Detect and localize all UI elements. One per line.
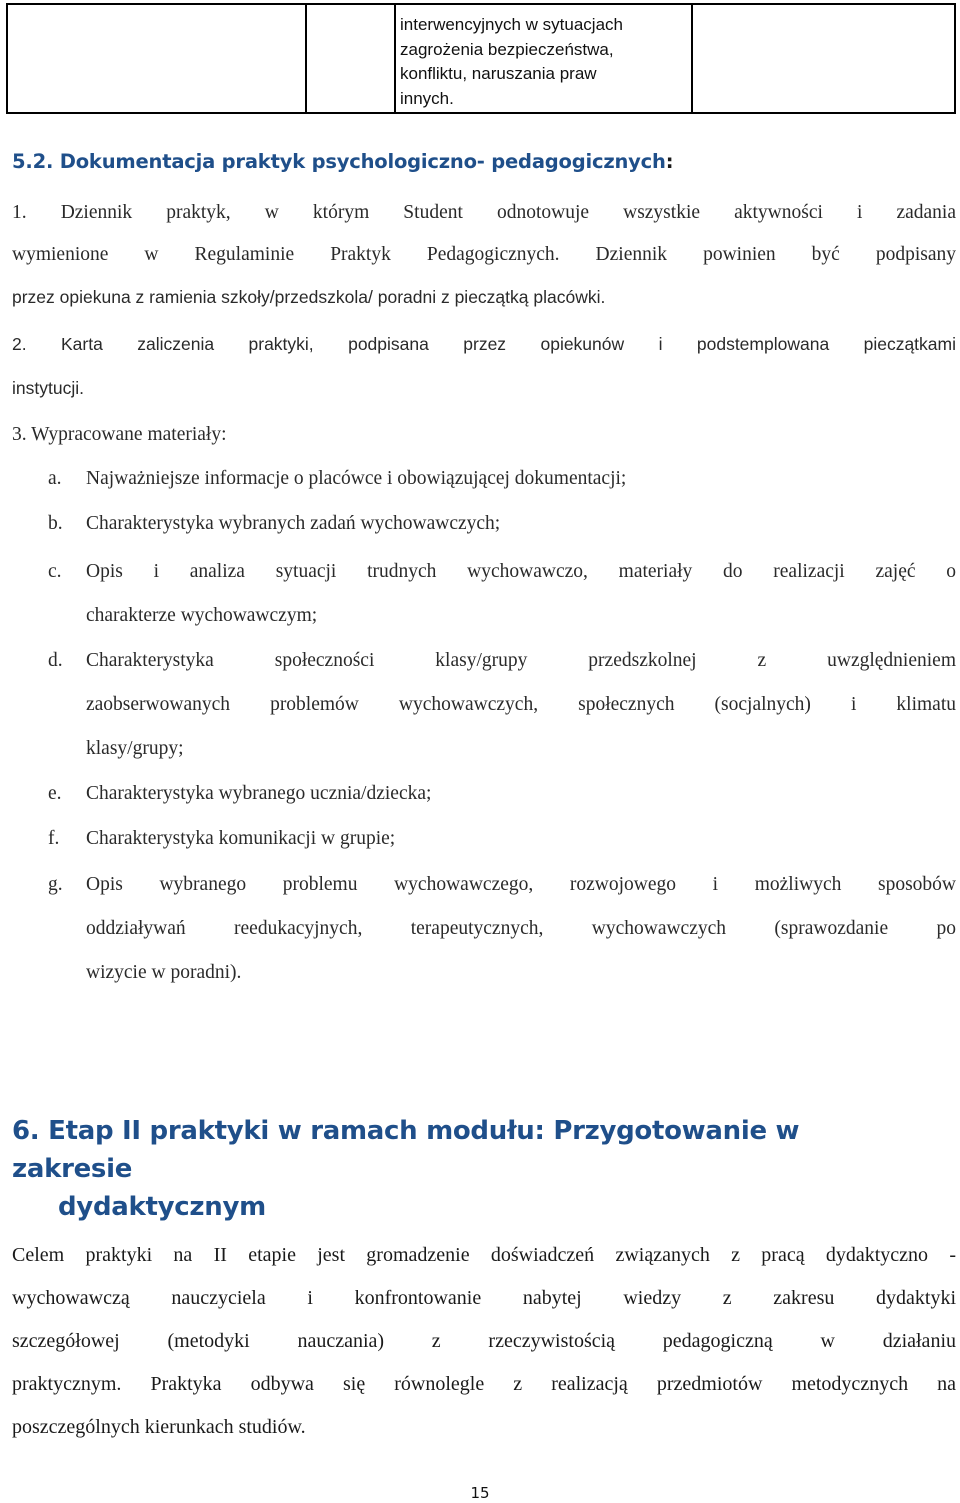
cell-line: konfliktu, naruszania praw [400, 64, 597, 83]
paragraph-line: 1. Dziennik praktyk, w którym Student odnotowuje wszystkie aktywności i zadania [12, 202, 956, 223]
paragraph-line: wymienione w Regulaminie Praktyk Pedagogicznych. Dziennik powinien być podpisany [12, 244, 956, 265]
list-item-text: wizycie w poradni). [86, 962, 242, 983]
page-number: 15 [470, 1484, 490, 1502]
list-item-text: klasy/grupy; [86, 738, 184, 759]
cell-line: zagrożenia bezpieczeństwa, [400, 39, 614, 59]
paragraph-line: wychowawczą nauczyciela i konfrontowanie nabytej wiedzy z zakresu dydaktyki [12, 1287, 956, 1309]
table-cell-activity [395, 4, 692, 113]
section-heading-6 [12, 1112, 912, 1226]
list-marker: f. [48, 828, 60, 849]
paragraph-line: 2. Karta zaliczenia praktyki, podpisana przez opiekunów i podstemplowana pieczątkami [12, 334, 956, 354]
list-marker: b. [48, 513, 63, 534]
list-item-text: Charakterystyka wybranych zadań wychowawczych; [86, 513, 501, 534]
heading-line: 6. Etap II praktyki w ramach modułu: Przygotowanie w zakresie [12, 1116, 800, 1184]
list-item-text: oddziaływań reedukacyjnych, terapeutycznych, wychowawczych (sprawozdanie po [86, 918, 956, 939]
list-item-text: Charakterystyka społeczności klasy/grupy przedszkolnej z uwzględnieniem [86, 650, 956, 671]
list-item-text: Opis wybranego problemu wychowawczego, rozwojowego i możliwych sposobów [86, 874, 956, 895]
table-cell-empty [692, 4, 955, 113]
paragraph-line: Celem praktyki na II etapie jest gromadzenie doświadczeń związanych z pracą dydaktyczno - [12, 1244, 956, 1266]
list-marker: g. [48, 874, 63, 895]
table-row [7, 4, 955, 113]
cell-line: interwencyjnych w sytuacjach [400, 15, 623, 34]
list-marker: d. [48, 650, 63, 671]
list-marker: a. [48, 468, 62, 489]
paragraph-line: praktycznym. Praktyka odbywa się równolegle z realizacją przedmiotów metodycznych na [12, 1373, 956, 1395]
paragraph-line: szczegółowej (metodyki nauczania) z rzeczywistością pedagogiczną w działaniu [12, 1330, 956, 1352]
heading-line: dydaktycznym [58, 1192, 266, 1222]
table-cell-empty [306, 4, 395, 113]
section-heading-5-2 [12, 150, 673, 173]
cell-line: innych. [400, 88, 454, 108]
heading-colon: : [665, 150, 674, 173]
list-marker: e. [48, 783, 62, 804]
list-item-text: Charakterystyka komunikacji w grupie; [86, 828, 396, 849]
materials-heading: 3. Wypracowane materiały: [12, 424, 227, 445]
list-item-text: Charakterystyka wybranego ucznia/dziecka; [86, 783, 432, 804]
list-item-text: charakterze wychowawczym; [86, 605, 318, 626]
paragraph-line: poszczególnych kierunkach studiów. [12, 1416, 306, 1438]
table-cell-empty [7, 4, 306, 113]
list-item-text: zaobserwowanych problemów wychowawczych, społecznych (socjalnych) i klimatu [86, 694, 956, 715]
heading-text: 5.2. Dokumentacja praktyk psychologiczno- pedagogicznych [12, 150, 666, 173]
paragraph-line: instytucji. [12, 378, 84, 398]
list-item-text: Najważniejsze informacje o placówce i obowiązującej dokumentacji; [86, 468, 627, 489]
list-item-text: Opis i analiza sytuacji trudnych wychowawczo, materiały do realizacji zajęć o [86, 561, 956, 582]
list-marker: c. [48, 561, 62, 582]
paragraph-line: przez opiekuna z ramienia szkoły/przedszkola/ poradni z pieczątką placówki. [12, 287, 606, 307]
activities-table-fragment [6, 3, 956, 114]
